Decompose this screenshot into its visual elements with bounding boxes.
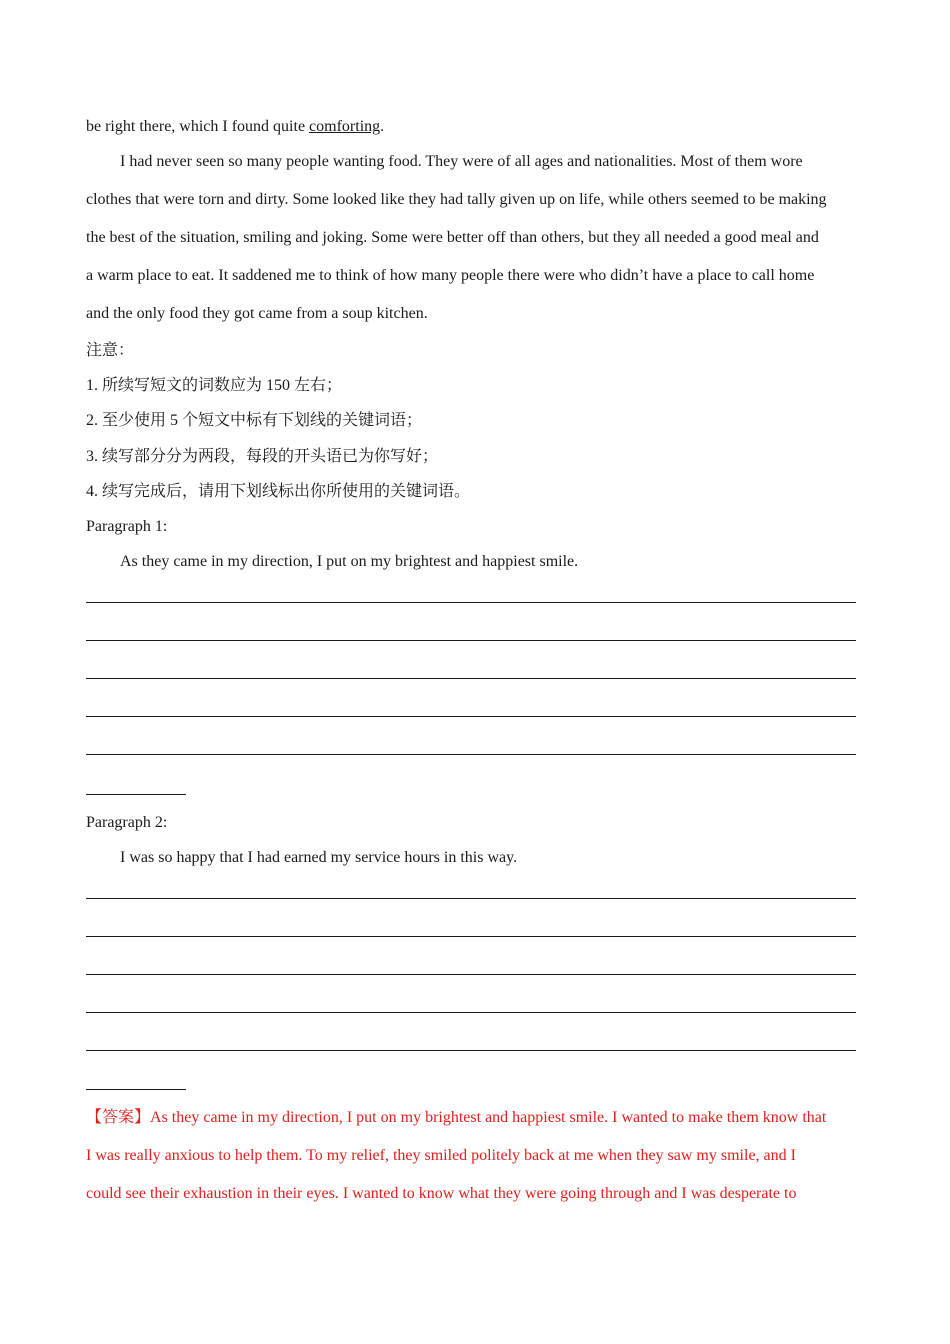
- story-line: I had never seen so many people wanting food. They were of all ages and nationalities. Most of them wore: [120, 153, 803, 170]
- story-line: the best of the situation, smiling and joking. Some were better off than others, but they all needed a good meal and: [86, 229, 819, 246]
- writing-blank-line[interactable]: [86, 754, 856, 755]
- paragraph2-label: Paragraph 2:: [86, 814, 168, 831]
- writing-blank-line[interactable]: [86, 898, 856, 899]
- paragraph2-opening: I was so happy that I had earned my service hours in this way.: [120, 849, 518, 866]
- writing-blank-line[interactable]: [86, 1012, 856, 1013]
- notes-heading: 注意：: [86, 342, 135, 359]
- writing-blank-line[interactable]: [86, 678, 856, 679]
- story-line: clothes that were torn and dirty. Some looked like they had tally given up on life, while others seemed to be making: [86, 191, 827, 208]
- underlined-keyword: comforting: [309, 118, 381, 135]
- note-item: 2. 至少使用 5 个短文中标有下划线的关键词语；: [86, 412, 423, 429]
- note-item: 3. 续写部分分为两段，每段的开头语已为你写好；: [86, 448, 439, 465]
- paragraph1-label: Paragraph 1:: [86, 518, 168, 535]
- story-text: be right there, which I found quite: [86, 118, 310, 135]
- story-line: and the only food they got came from a soup kitchen.: [86, 305, 428, 322]
- story-line: [86, 117, 384, 137]
- paragraph1-opening: As they came in my direction, I put on my brightest and happiest smile.: [120, 553, 579, 570]
- writing-blank-line[interactable]: [86, 640, 856, 641]
- answer-line: [86, 1108, 826, 1128]
- writing-blank-line[interactable]: [86, 1050, 856, 1051]
- answer-mark: 【答案】: [86, 1109, 151, 1126]
- answer-text: As they came in my direction, I put on my brightest and happiest smile. I wanted to make them know that: [150, 1109, 827, 1126]
- writing-blank-line[interactable]: [86, 794, 186, 795]
- answer-line: could see their exhaustion in their eyes. I wanted to know what they were going through and I was desperate to: [86, 1185, 797, 1202]
- writing-blank-line[interactable]: [86, 974, 856, 975]
- answer-line: I was really anxious to help them. To my relief, they smiled politely back at me when they saw my smile, and I: [86, 1147, 796, 1164]
- story-line: a warm place to eat. It saddened me to think of how many people there were who didn’t have a place to call home: [86, 267, 815, 284]
- writing-blank-line[interactable]: [86, 1089, 186, 1090]
- note-item: 4. 续写完成后，请用下划线标出你所使用的关键词语。: [86, 483, 471, 500]
- note-item: 1. 所续写短文的词数应为 150 左右；: [86, 377, 343, 394]
- writing-blank-line[interactable]: [86, 602, 856, 603]
- story-text: .: [380, 118, 385, 135]
- writing-blank-line[interactable]: [86, 716, 856, 717]
- writing-blank-line[interactable]: [86, 936, 856, 937]
